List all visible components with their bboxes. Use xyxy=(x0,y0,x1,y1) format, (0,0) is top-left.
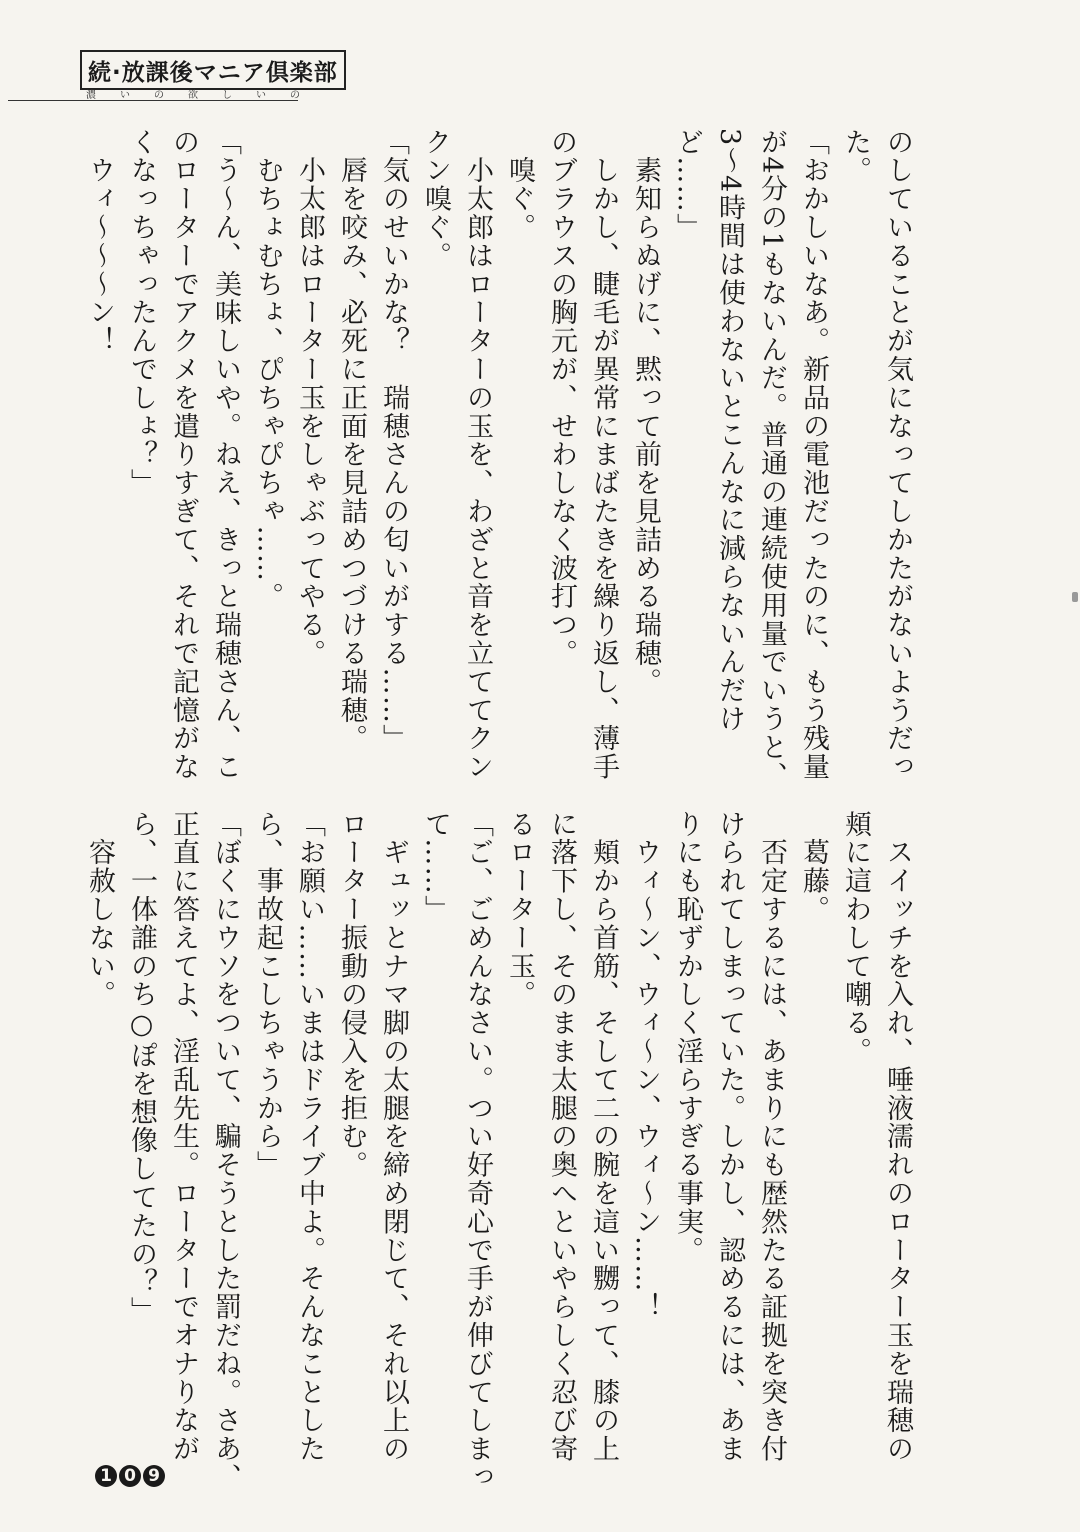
text-line: 小太郎はローター玉をしゃぶってやる。 xyxy=(294,128,325,668)
text-line: りにも恥ずかしく淫らすぎる事実。 xyxy=(672,810,703,1265)
text-line: 「う～ん、美味しいや。ねえ、きっと瑞穂さん、こ xyxy=(210,128,241,782)
text-line: むちょむちょ、ぴちゃぴちゃ……。 xyxy=(252,128,283,611)
scan-edge-mark xyxy=(1072,592,1078,602)
page-number-digit: 9 xyxy=(143,1465,165,1487)
text-line: ら、一体誰のち○ぽを想像してたの？」 xyxy=(126,810,157,1326)
text-line: ウィ～～～ン！ xyxy=(84,128,115,356)
text-line: 嗅ぐ。 xyxy=(504,128,535,242)
text-line: 唇を咬み、必死に正面を見詰めつづける瑞穂。 xyxy=(336,128,367,753)
text-line: のローターでアクメを遣りすぎて、それで記憶がな xyxy=(168,128,199,782)
text-line: 「ぼくにウソをついて、騙そうとした罰だね。さあ、 xyxy=(210,810,241,1492)
running-header xyxy=(8,44,338,104)
text-line: 「おかしいなあ。新品の電池だったのに、もう残量 xyxy=(798,128,829,782)
page-number xyxy=(95,1465,165,1487)
text-line: 小太郎はローターの玉を、わざと音を立ててクン xyxy=(462,128,493,782)
text-line: けられてしまっていた。しかし、認めるには、あま xyxy=(714,810,745,1464)
text-line: が4分の1もないんだ。普通の連続使用量でいうと、 xyxy=(756,128,787,790)
text-line: ギュッとナマ脚の太腿を締め閉じて、それ以上の xyxy=(378,810,409,1464)
text-line: 正直に答えてよ、淫乱先生。ローターでオナりなが xyxy=(168,810,199,1464)
header-rule xyxy=(8,100,298,101)
text-line: 「お願い……いまはドライブ中よ。そんなことした xyxy=(294,810,325,1464)
lower-text-block xyxy=(78,810,918,1492)
text-line: ローター振動の侵入を拒む。 xyxy=(336,810,367,1180)
text-line: しかし、睫毛が異常にまばたきを繰り返し、薄手 xyxy=(588,128,619,782)
text-line: 頬から首筋、そして二の腕を這い嬲って、膝の上 xyxy=(588,810,619,1464)
text-line: て……」 xyxy=(420,810,451,924)
text-line: に落下し、そのまま太腿の奥へといやらしく忍び寄 xyxy=(546,810,577,1464)
text-line: 3～4時間は使わないとこんなに減らないんだけ xyxy=(714,128,745,734)
text-line: 頬に這わして嘲る。 xyxy=(840,810,871,1066)
text-line: ど……」 xyxy=(672,128,703,242)
text-line: ウィ～ン、ウィ～ン、ウィ～ン……！ xyxy=(630,810,661,1322)
text-line: るローター玉。 xyxy=(504,810,535,1009)
text-line: スイッチを入れ、唾液濡れのローター玉を瑞穂の xyxy=(882,810,913,1464)
text-line: た。 xyxy=(840,128,871,185)
book-subtitle: 濃いの欲しいの xyxy=(86,90,324,101)
text-line: 「気のせいかな？ 瑞穂さんの匂いがする……」 xyxy=(378,128,409,753)
text-line: のブラウスの胸元が、せわしなく波打つ。 xyxy=(546,128,577,668)
text-line: 否定するには、あまりにも歴然たる証拠を突き付 xyxy=(756,810,787,1464)
text-line: 葛藤。 xyxy=(798,810,829,924)
text-line: くなっちゃったんでしょ？」 xyxy=(126,128,157,498)
book-title: 続·放課後マニア倶楽部 xyxy=(80,50,346,90)
page-number-digit: 1 xyxy=(95,1465,117,1487)
page-number-digit: 0 xyxy=(119,1465,141,1487)
text-line: クン嗅ぐ。 xyxy=(420,128,451,270)
text-line: 素知らぬげに、黙って前を見詰める瑞穂。 xyxy=(630,128,661,696)
text-line: 「ご、ごめんなさい。つい好奇心で手が伸びてしまっ xyxy=(462,810,493,1492)
text-line: 容赦しない。 xyxy=(84,810,115,1009)
text-line: ら、事故起こしちゃうから」 xyxy=(252,810,283,1180)
upper-text-block xyxy=(78,128,918,790)
text-line: のしていることが気になってしかたがないようだっ xyxy=(882,128,913,782)
